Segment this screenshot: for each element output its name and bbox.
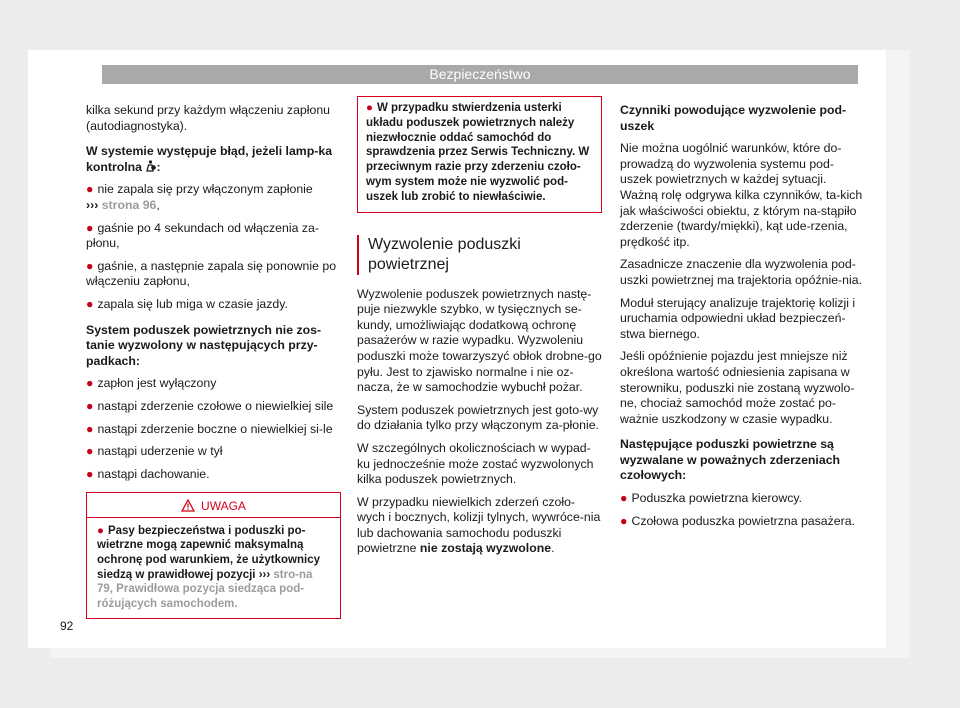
bullet-icon: ● (620, 513, 628, 528)
page-header: Bezpieczeństwo (102, 65, 858, 84)
arrow-icon: ››› (86, 197, 99, 212)
intro-text: kilka sekund przy każdym włączeniu zapłonu (autodiagnostyka). (86, 103, 331, 133)
list-item-text: nastąpi dachowanie. (97, 466, 210, 481)
off-list (86, 376, 341, 482)
fault-heading (86, 144, 341, 175)
list-item (86, 221, 341, 252)
paragraph: Nie można uogólnić warunków, które do-prowadzą do wyzwolenia systemu pod-uszek powietrznych w każdej sytuacji. Ważną rolę odgrywa kilka czynników, ta-kich jak właściwości obiektu, z którym na-stąpiło zderzenie (twardy/miękki), kąt ude-rzenia, prędkość itp. (620, 141, 863, 249)
paragraph-bold: nie zostają wyzwolone (419, 541, 552, 556)
warning-text: Pasy bezpieczeństwa i poduszki po-wietrzne mogą zapewnić maksymalną ochronę pod warunkiem, że użytkownicy siedzą w prawidłowej pozycji (97, 524, 321, 581)
warning-triangle-icon (181, 499, 195, 512)
list-item (86, 376, 341, 392)
list-item (86, 467, 341, 483)
bullet-icon: ● (86, 296, 94, 311)
list-item-text: nastąpi zderzenie czołowe o niewielkiej sile (97, 398, 334, 413)
bullet-icon: ● (97, 524, 104, 537)
list-item-text: nastąpi zderzenie boczne o niewielkiej si-le (97, 421, 333, 436)
list-item-text: Czołowa poduszka powietrzna pasażera. (631, 513, 855, 528)
list-item (620, 491, 865, 507)
bullet-icon: ● (86, 182, 94, 197)
warning-title: UWAGA (201, 499, 246, 514)
fault-heading-suffix: : (156, 159, 161, 174)
section-title: Wyzwolenie poduszki powietrznej (357, 235, 602, 275)
bullet-icon: ● (366, 102, 373, 114)
list-item (86, 422, 341, 438)
fault-list (86, 182, 341, 312)
frontal-heading: Następujące poduszki powietrzne są wyzwalane w poważnych zderzeniach czołowych: (620, 437, 841, 483)
paragraph: Zasadnicze znaczenie dla wyzwolenia pod-uszki powietrznej ma trajektoria opóźnie-nia. (620, 257, 862, 287)
factors-heading: Czynniki powodujące wyzwolenie pod-uszek (620, 103, 847, 133)
page-link[interactable]: strona 96 (101, 197, 157, 212)
list-item-text: zapłon jest wyłączony (97, 376, 217, 391)
list-item-text: Poduszka powietrzna kierowcy. (631, 491, 803, 506)
column-middle (357, 103, 602, 564)
bullet-icon: ● (86, 258, 94, 273)
warning-cont-text: W przypadku stwierdzenia usterki układu poduszek powietrznych należy niezwłocznie oddać samochód do sprawdzenia przez Serwis Techniczny. W przeciwnym razie przy zderzeniu czoło-wym system może nie wyzwolić pod-uszek lub zrobić to niewłaściwie. (366, 102, 590, 203)
fault-heading-text: W systemie występuje błąd, jeżeli lamp-ka kontrolna (86, 144, 333, 174)
warning-text-block (97, 524, 330, 612)
list-item-text: gaśnie po 4 sekundach od włączenia za-płonu, (86, 220, 319, 251)
list-item (86, 297, 341, 313)
paragraph-end: . (551, 541, 555, 556)
bullet-icon: ● (86, 398, 94, 413)
arrow-icon: ››› (258, 568, 271, 581)
list-item (86, 259, 341, 290)
warning-header (97, 499, 330, 514)
column-right (620, 103, 865, 536)
list-item-text: nie zapala się przy włączonym zapłonie (97, 182, 313, 197)
warning-box-continued (357, 96, 602, 213)
warning-divider (87, 517, 340, 518)
list-item (86, 182, 341, 213)
warning-box (86, 492, 341, 619)
paragraph (357, 495, 602, 557)
list-item (86, 444, 341, 460)
list-item-suffix: , (156, 197, 160, 212)
warning-link[interactable]: stro-na 79, Prawidłowa pozycja siedząca pod-różujących samochodem. (97, 568, 313, 610)
paragraph-text: W przypadku niewielkich zderzeń czoło-wych i bocznych, kolizji tylnych, wywróce-nia lub dachowania samochodu poduszki powietrzne (357, 494, 601, 556)
paragraph: W szczególnych okolicznościach w wypad-ku jednocześnie może zostać wyzwolonych kilka poduszek powietrznych. (357, 440, 594, 487)
bullet-icon: ● (620, 491, 628, 506)
column-left (86, 103, 341, 619)
paragraph: Jeśli opóźnienie pojazdu jest mniejsze niż określona wartość odniesienia zapisana w sterowniku, poduszki nie zostaną wyzwolo-ne, chociaż samochód może zostać po-ważnie uszkodzony w czasie wypadku. (620, 349, 855, 426)
list-item (86, 399, 341, 415)
paragraph: System poduszek powietrznych jest goto-wy do działania tylko przy włączonym za-płonie. (357, 402, 599, 433)
off-heading: System poduszek powietrznych nie zos-tanie wyzwolony w następujących przy-padkach: (86, 322, 322, 368)
paragraph: Wyzwolenie poduszek powietrznych nastę-puje niezwykle szybko, w tysięcznych se-kundy, umożliwiając dodatkową ochronę pasażerów w razie wypadku. Wyzwoleniu poduszki może towarzyszyć obłok drobne-go pyłu. Jest to zjawisko normalne i nie oz-nacza, że w samochodzie wybuchł pożar. (357, 286, 602, 395)
paragraph: Moduł sterujący analizuje trajektorię kolizji i uruchamia odpowiedni układ bezpieczeń-stwa biernego. (620, 295, 856, 341)
list-item (620, 514, 865, 530)
page-number: 92 (60, 619, 74, 633)
list-item-text: nastąpi uderzenie w tył (97, 444, 223, 459)
bullet-icon: ● (86, 466, 94, 481)
bullet-icon: ● (86, 421, 94, 436)
list-item-text: gaśnie, a następnie zapala się ponownie po włączeniu zapłonu, (86, 258, 337, 289)
bullet-icon: ● (86, 376, 94, 391)
bullet-icon: ● (86, 444, 94, 459)
bullet-icon: ● (86, 220, 94, 235)
airbag-warning-icon (145, 160, 156, 174)
list-item-text: zapala się lub miga w czasie jazdy. (97, 296, 288, 311)
